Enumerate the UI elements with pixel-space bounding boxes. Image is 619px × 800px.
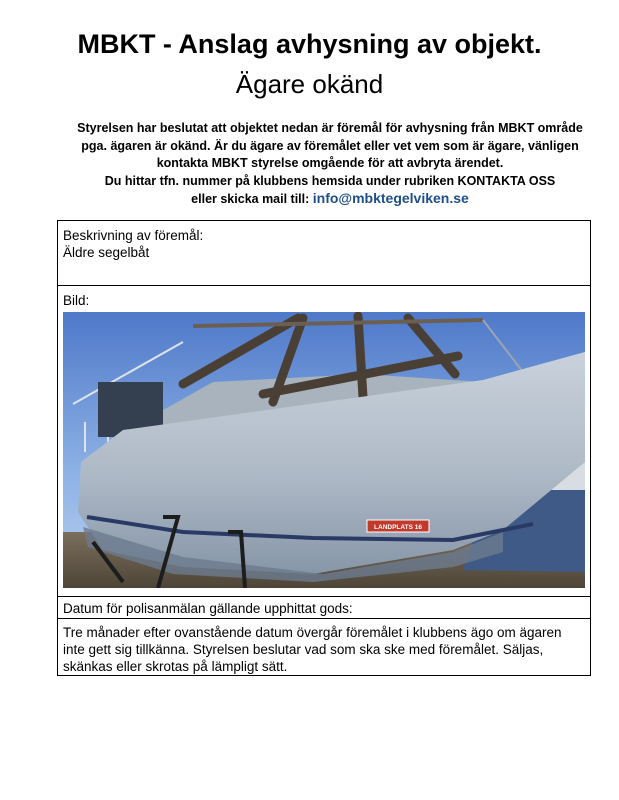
notice-text <box>60 120 600 209</box>
email-link[interactable]: info@mbktegelviken.se <box>312 190 469 206</box>
page-subtitle: Ägare okänd <box>235 69 384 99</box>
object-form-table <box>57 220 591 676</box>
description-label: Beskrivning av föremål: <box>63 228 204 243</box>
image-label: Bild: <box>63 293 90 308</box>
email-prefix: eller skicka mail till: <box>191 192 310 206</box>
notice-line: Du hittar tfn. nummer på klubbens hemsida under rubriken KONTAKTA OSS <box>104 173 556 188</box>
page-title: MBKT - Anslag avhysning av objekt. <box>77 29 542 59</box>
footer-text: Tre månader efter ovanstående datum övergår föremålet i klubbens ägo om ägaren inte gett sig tillkänna. Styrelsen beslutar vad som ska ske med föremålet. Säljas, skänkas eller skrotas på lämpligt sätt. <box>63 625 562 674</box>
footer-cell <box>58 618 590 675</box>
description-value: Äldre segelbåt <box>63 245 150 260</box>
image-cell <box>58 285 590 596</box>
police-report-cell <box>58 596 590 618</box>
notice-line: pga. ägaren är okänd. Är du ägare av föremålet eller vet vem som är ägare, vänligen <box>81 138 579 153</box>
police-report-label: Datum för polisanmälan gällande upphittat gods: <box>63 601 353 616</box>
boat-photo <box>63 312 585 588</box>
notice-line <box>60 190 600 209</box>
landplats-sticker-text: LANDPLATS 16 <box>374 524 422 531</box>
description-cell <box>58 221 590 285</box>
notice-line: Styrelsen har beslutat att objektet nedan är föremål för avhysning från MBKT område <box>77 121 583 135</box>
notice-line: kontakta MBKT styrelse omgående för att avbryta ärendet. <box>156 156 504 170</box>
